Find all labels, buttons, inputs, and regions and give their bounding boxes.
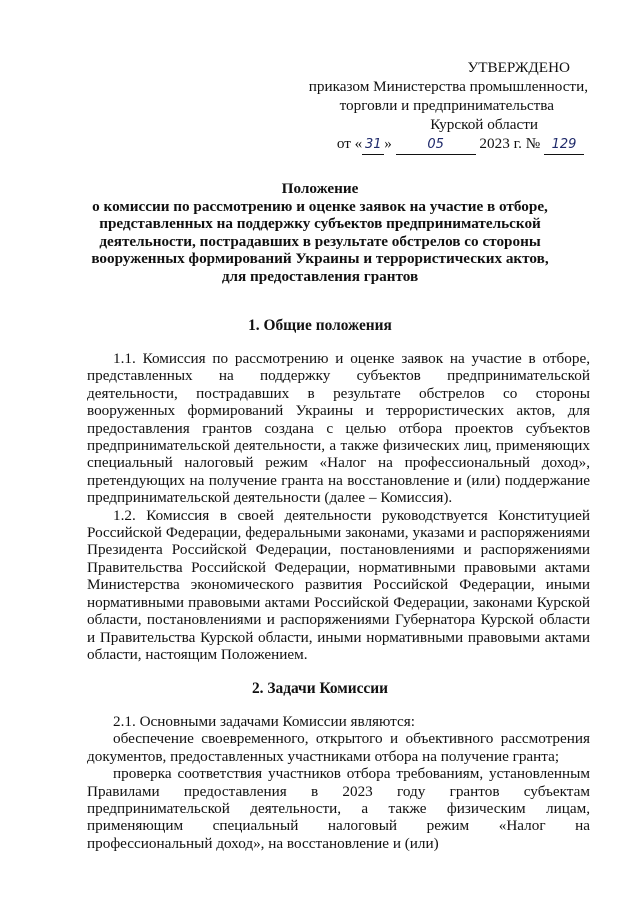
- title-heading: Положение: [281, 180, 359, 197]
- paragraph-task-1: обеспечение своевременного, открытого и объективного рассмотрения документов, предоставленных участниками отбора на получение гранта;: [87, 730, 590, 765]
- section-heading-tasks: 2. Задачи Комиссии: [251, 680, 388, 697]
- title-line: вооруженных формирований Украины и террористических актов,: [91, 250, 549, 268]
- date-prefix: от «: [336, 135, 363, 152]
- approved-label: УТВЕРЖДЕНО: [467, 59, 570, 76]
- section-heading-general: 1. Общие положения: [248, 317, 392, 334]
- paragraph-task-2: проверка соответствия участников отбора требованиям, установленным Правилами предоставления в 2023 году грантов субъектам предпринимательской деятельности, а также физическим лицам, применяющим специальный налоговый режим «Налог на профессиональный доход», на восстановление и (или): [87, 765, 590, 852]
- paragraph-1-1: 1.1. Комиссия по рассмотрению и оценке заявок на участие в отборе, представленных на поддержку субъектов предпринимательской деятельности, пострадавших в результате обстрелов со стороны вооруженных формирований Украины и террористических актов, для предоставления грантов создана с целью отбора проектов субъектов предпринимательской деятельности, а также физических лиц, применяющих специальный налоговый режим «Налог на профессиональный доход», претендующих на получение гранта на восстановление и (или) поддержание предпринимательской деятельности (далее – Комиссия).: [87, 350, 590, 507]
- date-year: 2023 г. №: [479, 135, 541, 152]
- approval-region-line: Курской области: [430, 116, 538, 133]
- document-title: [80, 180, 560, 286]
- handwritten-month: 05: [396, 135, 476, 155]
- paragraph-1-2: 1.2. Комиссия в своей деятельности руководствуется Конституцией Российской Федерации, федеральными законами, указами и распоряжениями Президента Российской Федерации, постановлениями и распоряжениями Правительства Российской Федерации, нормативными правовыми актами Министерства экономического развития Российской Федерации, иными нормативными правовыми актами Российской Федерации, законами Курской области, постановлениями и распоряжениями Губернатора Курской области и Правительства Курской области, иными нормативными правовыми актами области, настоящим Положением.: [87, 506, 590, 663]
- section-general-body: [87, 350, 590, 663]
- section-tasks-body: [87, 713, 590, 852]
- approval-order-line: приказом Министерства промышленности,: [308, 78, 588, 95]
- handwritten-day: 31: [362, 135, 384, 155]
- approval-ministry-line: торговли и предпринимательства: [339, 97, 554, 114]
- approval-stamp: [300, 58, 600, 155]
- approval-date-line: [300, 134, 600, 155]
- paragraph-2-1: 2.1. Основными задачами Комиссии являются:: [113, 713, 415, 730]
- handwritten-order-number: 129: [544, 135, 584, 155]
- date-close-quote: »: [384, 135, 392, 152]
- title-line: представленных на поддержку субъектов предпринимательской: [99, 215, 541, 233]
- title-line: деятельности, пострадавших в результате обстрелов со стороны: [99, 232, 541, 250]
- title-line: для предоставления грантов: [221, 267, 419, 285]
- title-line: о комиссии по рассмотрению и оценке заявок на участие в отборе,: [92, 197, 548, 215]
